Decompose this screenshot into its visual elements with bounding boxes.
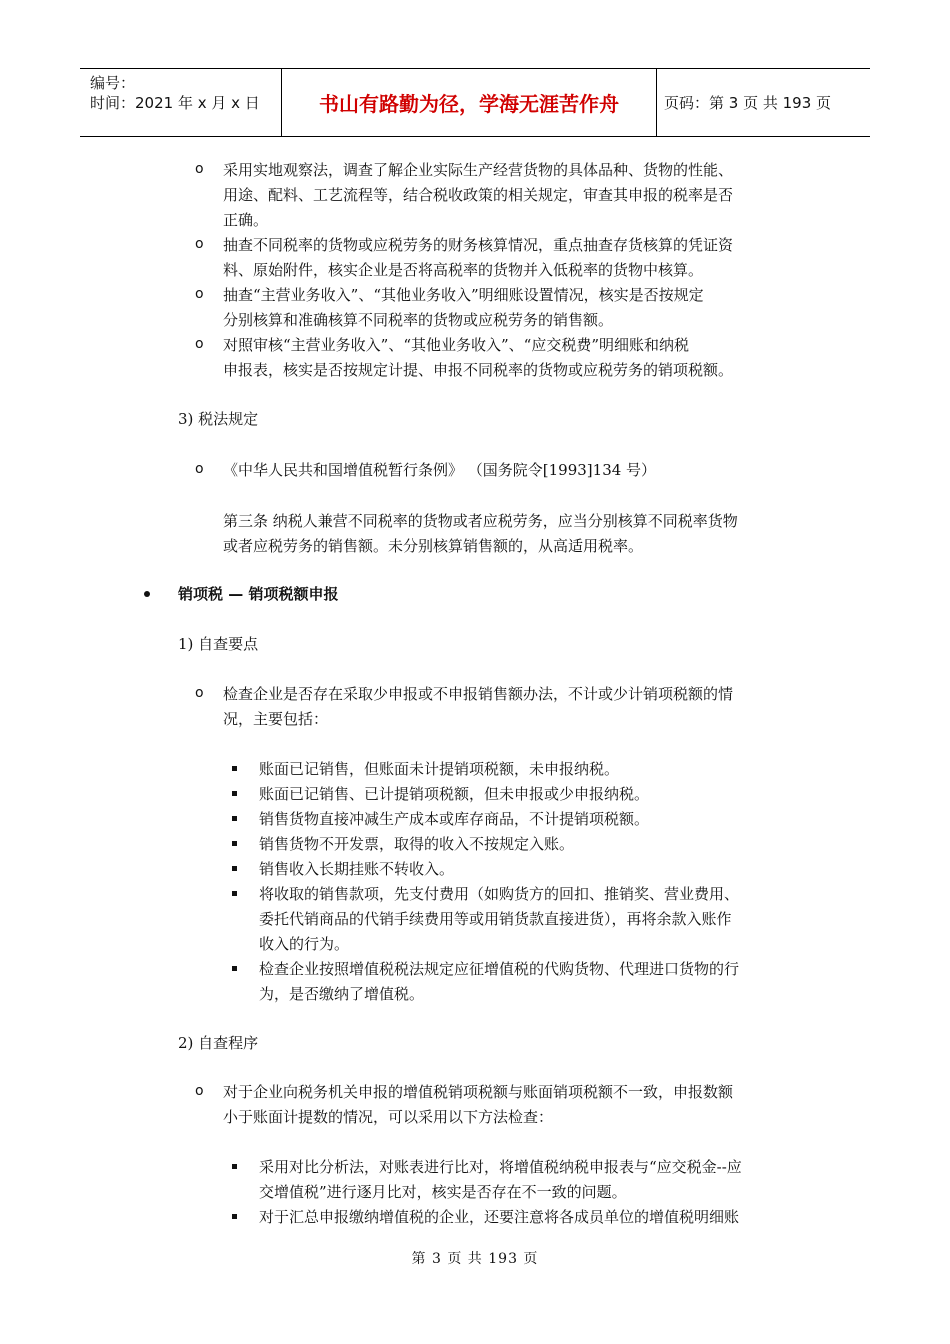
square-bullet-icon — [232, 1214, 237, 1219]
program-heading: 2) 自查程序 — [178, 1034, 259, 1052]
square-bullet-icon — [232, 816, 237, 821]
square-bullet-icon — [232, 891, 237, 896]
circle-bullet-icon: o — [195, 336, 204, 352]
list-item: 对于汇总申报缴纳增值税的企业，还要注意将各成员单位的增值税明细账 — [259, 1208, 740, 1226]
list-item: 账面已记销售、已计提销项税额，但未申报或少申报纳税。 — [259, 785, 650, 803]
bullet-line: 申报表，核实是否按规定计提、申报不同税率的货物或应税劳务的销项税额。 — [223, 361, 734, 379]
header-motto: 书山有路勤为径，学海无涯苦作舟 — [282, 69, 657, 136]
page-header — [80, 68, 870, 137]
bullet-line: 抽查不同税率的货物或应税劳务的财务核算情况，重点抽查存货核算的凭证资 — [223, 236, 734, 254]
law-reference: 《中华人民共和国增值税暂行条例》 （国务院令[1993]134 号） — [223, 461, 657, 479]
square-bullet-icon — [232, 1164, 237, 1169]
circle-bullet-icon: o — [195, 461, 204, 477]
bullet-dot-icon — [144, 591, 150, 597]
program-point-line: 对于企业向税务机关申报的增值税销项税额与账面销项税额不一致，申报数额 — [223, 1083, 734, 1101]
bullet-line: 用途、配料、工艺流程等，结合税收政策的相关规定，审查其申报的税率是否 — [223, 186, 734, 204]
list-item: 销售货物不开发票，取得的收入不按规定入账。 — [259, 835, 575, 853]
circle-bullet-icon: o — [195, 161, 204, 177]
law-article-line: 第三条 纳税人兼营不同税率的货物或者应税劳务，应当分别核算不同税率货物 — [223, 512, 738, 530]
list-item: 销售货物直接冲减生产成本或库存商品，不计提销项税额。 — [259, 810, 650, 828]
list-item: 将收取的销售款项，先支付费用（如购货方的回扣、推销奖、营业费用、 — [259, 885, 740, 903]
list-item: 为，是否缴纳了增值税。 — [259, 985, 425, 1003]
program-point-line: 小于账面计提数的情况，可以采用以下方法检查： — [223, 1108, 554, 1126]
bullet-line: 采用实地观察法，调查了解企业实际生产经营货物的具体品种、货物的性能、 — [223, 161, 734, 179]
bullet-line: 分别核算和准确核算不同税率的货物或应税劳务的销售额。 — [223, 311, 614, 329]
list-item: 采用对比分析法，对账表进行比对，将增值税纳税申报表与“应交税金--应 — [259, 1158, 742, 1176]
bullet-line: 正确。 — [223, 211, 269, 229]
section-title: 销项税 — 销项税额申报 — [178, 585, 339, 603]
header-page-label: 页码：第 3 页 共 193 页 — [664, 94, 832, 112]
bullet-line: 对照审核“主营业务收入”、“其他业务收入”、“应交税费”明细账和纳税 — [223, 336, 690, 354]
list-item: 交增值税”进行逐月比对，核实是否存在不一致的问题。 — [259, 1183, 627, 1201]
law-heading: 3) 税法规定 — [178, 410, 259, 428]
law-article-line: 或者应税劳务的销售额。未分别核算销售额的，从高适用税率。 — [223, 537, 644, 555]
document-number-label: 编号： — [90, 74, 136, 92]
list-item: 检查企业按照增值税税法规定应征增值税的代购货物、代理进口货物的行 — [259, 960, 740, 978]
square-bullet-icon — [232, 866, 237, 871]
square-bullet-icon — [232, 966, 237, 971]
point-line: 检查企业是否存在采取少申报或不申报销售额办法，不计或少计销项税额的情 — [223, 685, 734, 703]
header-meta-cell — [80, 69, 282, 136]
list-item: 销售收入长期挂账不转收入。 — [259, 860, 455, 878]
square-bullet-icon — [232, 841, 237, 846]
list-item: 委托代销商品的代销手续费用等或用销货款直接进货），再将余款入账作 — [259, 910, 732, 928]
circle-bullet-icon: o — [195, 1083, 204, 1099]
bullet-line: 抽查“主营业务收入”、“其他业务收入”明细账设置情况，核实是否按规定 — [223, 286, 704, 304]
circle-bullet-icon: o — [195, 286, 204, 302]
points-heading: 1) 自查要点 — [178, 635, 259, 653]
circle-bullet-icon: o — [195, 236, 204, 252]
document-date-label: 时间：2021 年 x 月 x 日 — [90, 94, 260, 112]
bullet-line: 料、原始附件，核实企业是否将高税率的货物并入低税率的货物中核算。 — [223, 261, 704, 279]
circle-bullet-icon: o — [195, 685, 204, 701]
list-item: 账面已记销售，但账面未计提销项税额，未申报纳税。 — [259, 760, 620, 778]
list-item: 收入的行为。 — [259, 935, 350, 953]
square-bullet-icon — [232, 766, 237, 771]
point-line: 况，主要包括： — [223, 710, 329, 728]
page-footer: 第 3 页 共 193 页 — [411, 1251, 539, 1267]
square-bullet-icon — [232, 791, 237, 796]
